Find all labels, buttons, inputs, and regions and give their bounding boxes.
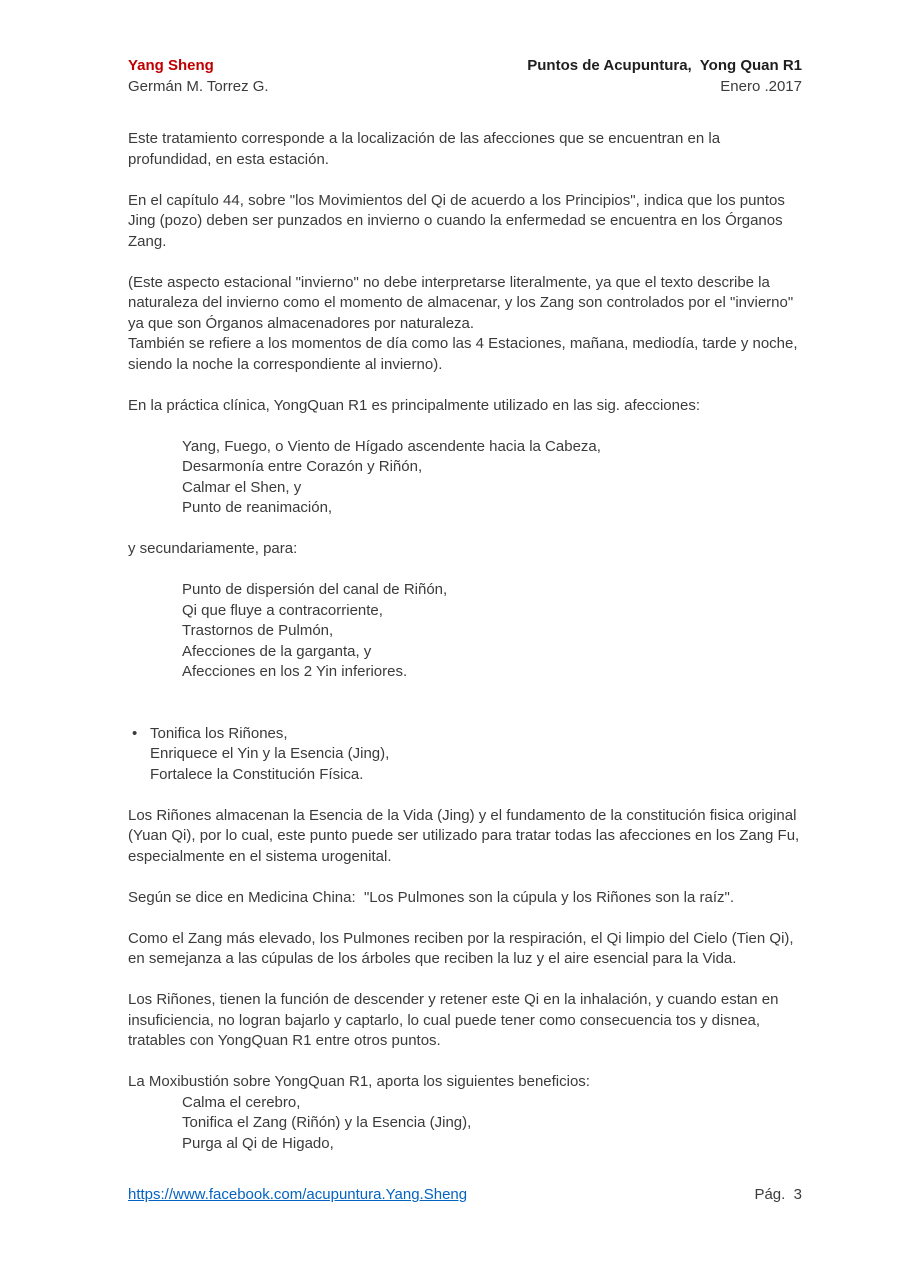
paragraph <box>128 990 802 1052</box>
paragraph <box>128 1072 802 1093</box>
text-line: También se refiere a los momentos de día como las 4 Estaciones, mañana, mediodía, tarde y noche, siendo la noche la correspondiente al invierno). <box>128 335 802 373</box>
indented-list <box>128 437 802 519</box>
paragraph <box>128 396 802 417</box>
text-line: Este tratamiento corresponde a la localización de las afecciones que se encuentran en la profundidad, en esta estación. <box>128 130 725 168</box>
bullet-block <box>128 724 802 786</box>
list-item: Purga al Qi de Higado, <box>182 1134 334 1152</box>
list-item: Qi que fluye a contracorriente, <box>182 601 383 619</box>
page-number: Pág. 3 <box>754 1186 802 1203</box>
page-header <box>128 56 802 97</box>
list-item: Calma el cerebro, <box>182 1093 301 1111</box>
text-line: Fortalece la Constitución Física. <box>150 765 364 783</box>
text-line: Los Riñones almacenan la Esencia de la Vida (Jing) y el fundamento de la constitución fisica original (Yuan Qi), por lo cual, este punto puede ser utilizado para tratar todas las afecciones en los Zang Fu, especialmente en el sistema urogenital. <box>128 806 804 865</box>
paragraph <box>128 806 802 868</box>
header-right <box>527 56 802 97</box>
paragraph <box>128 539 802 560</box>
document-body <box>128 129 802 1154</box>
facebook-link[interactable]: https://www.facebook.com/acupuntura.Yang.Sheng <box>128 1186 468 1203</box>
paragraph <box>128 929 802 970</box>
indented-list <box>128 580 802 683</box>
list-item: Tonifica el Zang (Riñón) y la Esencia (Jing), <box>182 1114 472 1131</box>
list-item: Punto de dispersión del canal de Riñón, <box>182 581 448 598</box>
list-item: Trastornos de Pulmón, <box>182 622 334 639</box>
bullet-text <box>150 724 389 786</box>
text-line: Como el Zang más elevado, los Pulmones reciben por la respiración, el Qi limpio del Cielo (Tien Qi), en semejanza a las cúpulas de los árboles que reciben la luz y el aire esencial para la Vida. <box>128 929 798 967</box>
text-line: Enriquece el Yin y la Esencia (Jing), <box>150 745 390 762</box>
indented-list <box>128 1093 802 1155</box>
author-name: Germán M. Torrez G. <box>128 77 269 95</box>
brand-title: Yang Sheng <box>128 57 214 74</box>
list-item: Desarmonía entre Corazón y Riñón, <box>182 458 423 475</box>
text-line: Los Riñones, tienen la función de descender y retener este Qi en la inhalación, y cuando estan en insuficiencia, no logran bajarlo y captarlo, lo cual puede tener como consecuencia tos y disnea, tratables con YongQuan R1 entre otros puntos. <box>128 991 783 1049</box>
paragraph <box>128 273 802 376</box>
bullet-icon: • <box>132 724 138 742</box>
list-item: Punto de reanimación, <box>182 499 333 516</box>
paragraph <box>128 129 802 170</box>
list-item: Afecciones en los 2 Yin inferiores. <box>182 663 408 680</box>
paragraph <box>128 888 802 909</box>
list-item: Afecciones de la garganta, y <box>182 642 372 660</box>
header-left <box>128 56 269 97</box>
text-line: En la práctica clínica, YongQuan R1 es principalmente utilizado en las sig. afecciones: <box>128 396 700 414</box>
list-item: Calmar el Shen, y <box>182 478 302 496</box>
text-line: La Moxibustión sobre YongQuan R1, aporta los siguientes beneficios: <box>128 1073 590 1090</box>
bullet-item <box>128 724 802 786</box>
text-line: y secundariamente, para: <box>128 540 298 557</box>
text-line: Tonifica los Riñones, <box>150 724 288 742</box>
list-item: Yang, Fuego, o Viento de Hígado ascendente hacia la Cabeza, <box>182 437 601 455</box>
text-line: En el capítulo 44, sobre "los Movimientos del Qi de acuerdo a los Principios", indica que los puntos Jing (pozo) deben ser punzados en invierno o cuando la enfermedad se encuentra en los Órganos Zang. <box>128 191 790 250</box>
text-line: Según se dice en Medicina China: "Los Pulmones son la cúpula y los Riñones son la raíz". <box>128 888 734 906</box>
document-date: Enero .2017 <box>720 77 802 95</box>
page-footer <box>128 1185 802 1206</box>
text-line: (Este aspecto estacional "invierno" no debe interpretarse literalmente, ya que el texto describe la naturaleza del invierno como el momento de almacenar, y los Zang son controlados por el "invierno" ya que son Órganos almacenadores por naturaleza. <box>128 273 798 332</box>
paragraph <box>128 191 802 253</box>
document-title: Puntos de Acupuntura, Yong Quan R1 <box>527 57 802 74</box>
